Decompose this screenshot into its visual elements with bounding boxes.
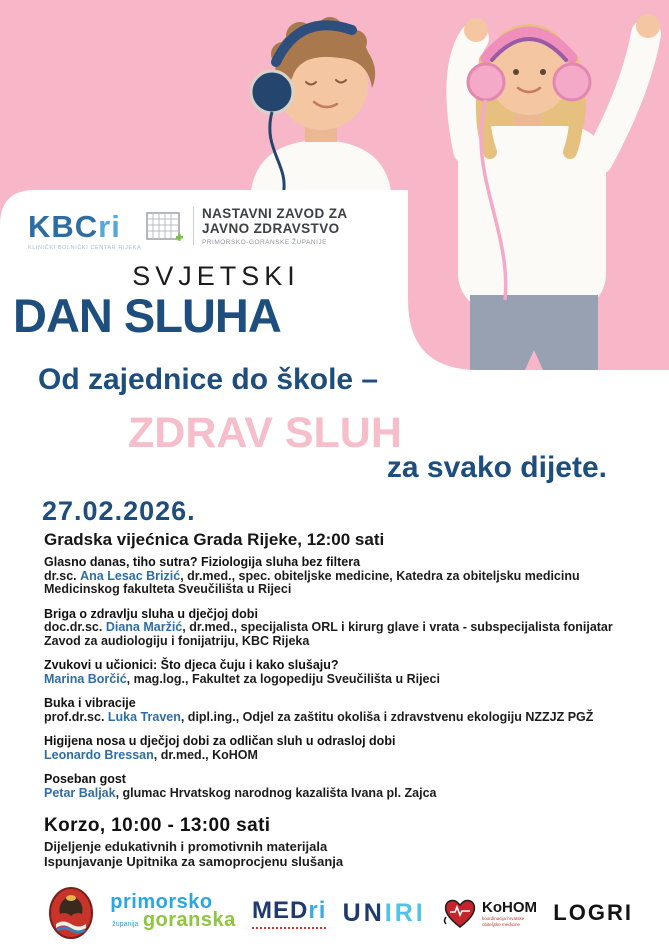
speaker-name: Ana Lesac Brizić bbox=[80, 568, 181, 583]
medri-logo: MEDri bbox=[252, 897, 326, 929]
program-list bbox=[44, 556, 643, 811]
footer-logos bbox=[48, 882, 633, 944]
uniri-logo: UNIRI bbox=[342, 898, 426, 927]
medri-logo-rule bbox=[252, 927, 326, 929]
program-item bbox=[44, 659, 643, 686]
event-venue: Gradska vijećnica Grada Rijeke, 12:00 sati bbox=[44, 530, 385, 549]
program-item-affiliation: Zavod za audiologiju i fonijatriju, KBC Rijeka bbox=[44, 633, 310, 648]
speaker-name: Leonardo Bressan bbox=[44, 747, 154, 762]
heart-icon bbox=[442, 897, 478, 929]
korzo-line: Dijeljenje edukativnih i promotivnih materijala bbox=[44, 839, 328, 854]
program-item-speaker: prof.dr.sc. Luka Traven, dipl.ing., Odjel za zaštitu okoliša i zdravstvenu ekologiju NZZJZ PGŽ bbox=[44, 709, 594, 724]
subtitle-line3: za svako dijete. bbox=[386, 451, 607, 484]
subtitle-line2: ZDRAV SLUH bbox=[128, 409, 402, 457]
speaker-name: Marina Borčić bbox=[44, 671, 127, 686]
poster-title: DAN SLUHA bbox=[13, 289, 281, 342]
kbc-rijeka-logo bbox=[28, 209, 142, 251]
nzjz-logo bbox=[143, 206, 348, 246]
event-date: 27.02.2026. bbox=[42, 496, 196, 526]
kbc-logo-subtext: KLINIČKI BOLNIČKI CENTAR RIJEKA bbox=[28, 245, 142, 251]
building-icon bbox=[143, 207, 185, 245]
program-item bbox=[44, 608, 643, 649]
nzjz-logo-text: NASTAVNI ZAVOD ZA JAVNO ZDRAVSTVO PRIMORSKO-GORANSKE ŽUPANIJE bbox=[202, 206, 348, 246]
korzo-line: Ispunjavanje Upitnika za samoprocjenu slušanja bbox=[44, 854, 344, 869]
program-item-speaker: Leonardo Bressan, dr.med., KoHOM bbox=[44, 747, 258, 762]
speaker-name: Petar Baljak bbox=[44, 785, 116, 800]
program-item-speaker: Marina Borčić, mag.log., Fakultet za logopediju Sveučilišta u Rijeci bbox=[44, 671, 440, 686]
program-item-speaker: Petar Baljak, glumac Hrvatskog narodnog kazališta Ivana pl. Zajca bbox=[44, 785, 437, 800]
program-item-speaker: dr.sc. Ana Lesac Brizić, dr.med., spec. obiteljske medicine, Katedra za obiteljsku medicinu bbox=[44, 568, 580, 583]
kohom-logo: KoHOM koordinacija hrvatske obiteljske medicine bbox=[442, 897, 537, 929]
speaker-name: Diana Maržić bbox=[105, 620, 183, 634]
pgz-coat-of-arms-icon bbox=[48, 886, 94, 940]
program-item-title: Briga o zdravlju sluha u dječjoj dobi bbox=[44, 606, 258, 621]
program-item-title: Poseban gost bbox=[44, 772, 126, 786]
pgz-county-logo: primorsko županija goranska bbox=[110, 890, 236, 931]
program-item-title: Higijena nosa u dječjoj dobi za odličan sluh u odrasloj dobi bbox=[44, 734, 396, 748]
program-item-title: Glasno danas, tiho sutra? Fiziologija sluha bez filtera bbox=[44, 555, 361, 569]
logri-logo: LOGRI bbox=[553, 900, 633, 925]
korzo-lines bbox=[44, 839, 343, 869]
speaker-name: Luka Traven bbox=[107, 709, 181, 724]
program-item-title: Buka i vibracije bbox=[44, 696, 136, 710]
program-item bbox=[44, 773, 643, 800]
subtitle-line1: Od zajednice do škole – bbox=[38, 363, 379, 396]
program-item-title: Zvukovi u učionici: Što djeca čuju i kako slušaju? bbox=[44, 658, 339, 672]
program-item-speaker: doc.dr.sc. Diana Maržić, dr.med., specijalista ORL i kirurg glave i vrata - subspecijalista fonijatar bbox=[44, 620, 613, 634]
program-item bbox=[44, 697, 643, 724]
kbc-logo-wordmark: KBCri bbox=[28, 209, 121, 244]
program-item-affiliation: Medicinskog fakulteta Sveučilišta u Rijeci bbox=[44, 582, 292, 596]
program-item bbox=[44, 735, 643, 762]
program-item bbox=[44, 556, 643, 597]
title-kicker: SVJETSKI bbox=[132, 261, 300, 291]
korzo-title: Korzo, 10:00 - 13:00 sati bbox=[44, 815, 271, 836]
logo-divider bbox=[193, 207, 194, 245]
